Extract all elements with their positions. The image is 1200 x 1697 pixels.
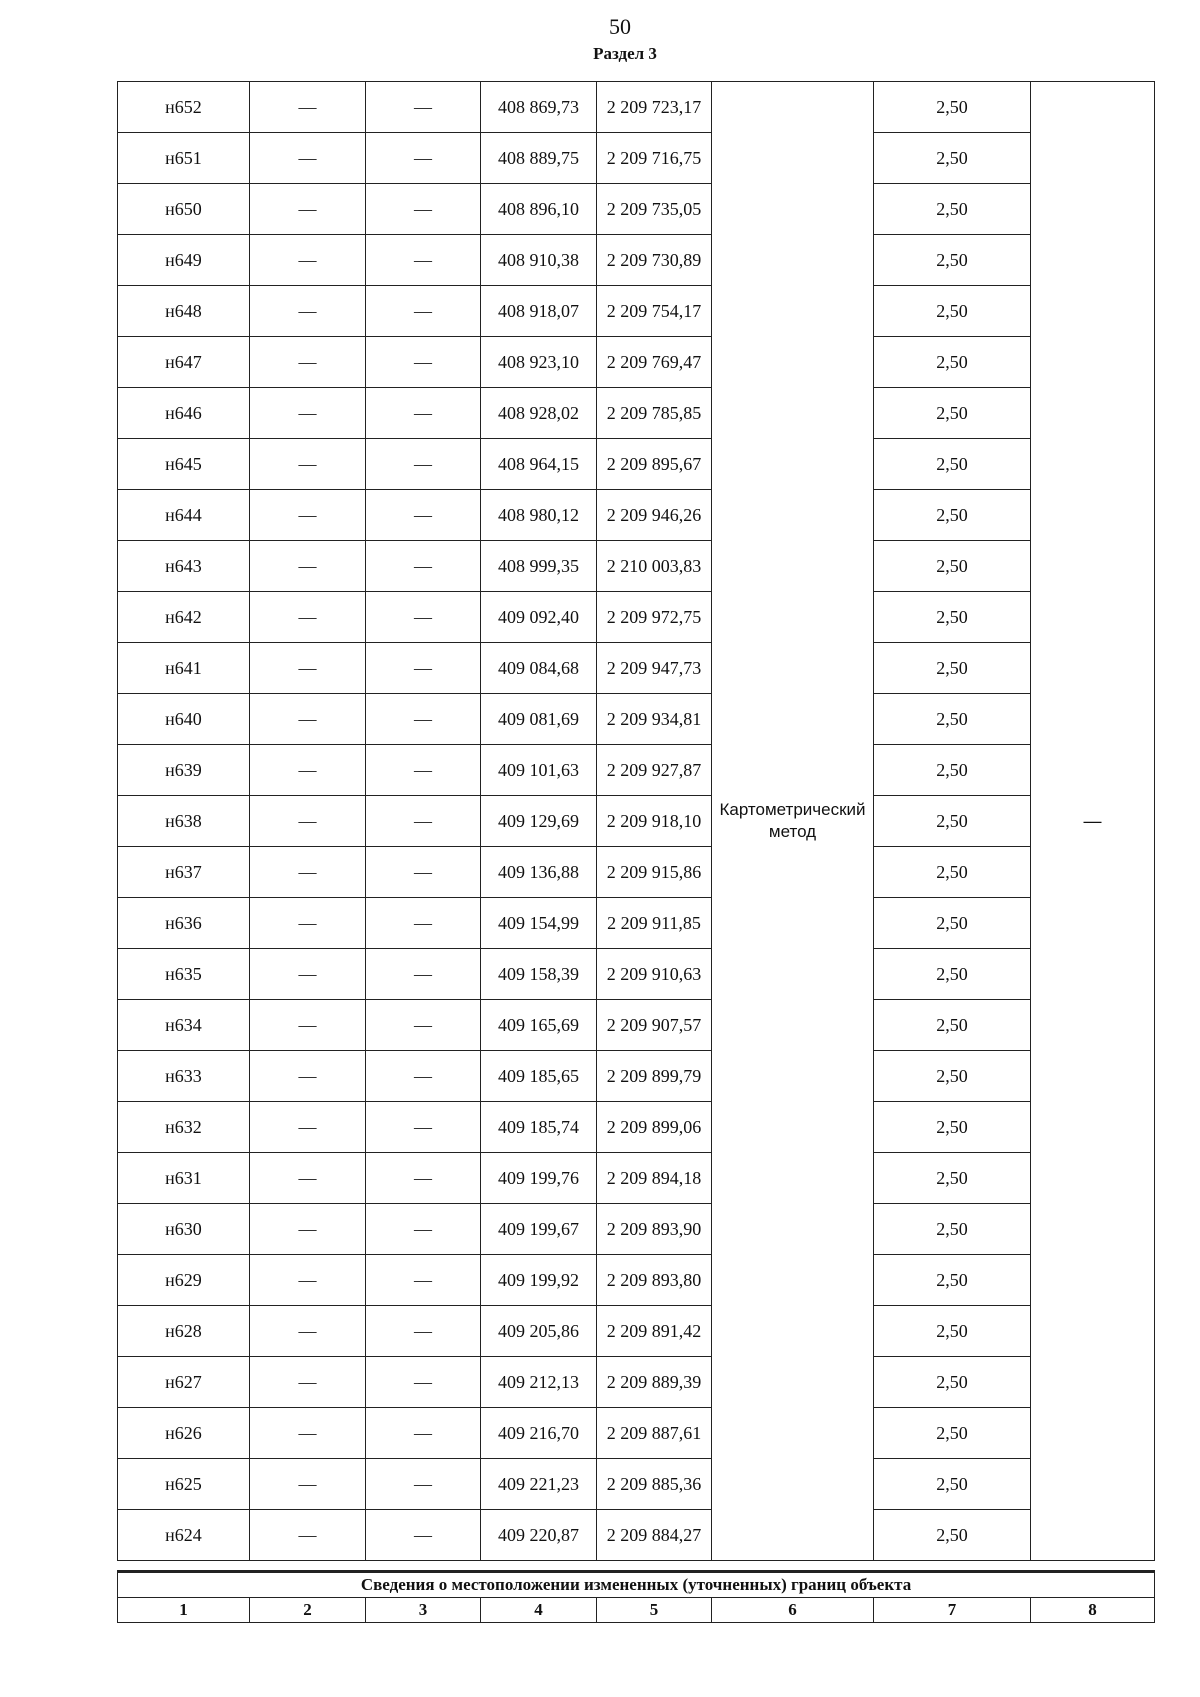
x-coordinate-cell: 408 889,75 bbox=[481, 133, 597, 184]
table-row bbox=[118, 949, 1155, 1000]
table-row bbox=[118, 1459, 1155, 1510]
section-title: Раздел 3 bbox=[593, 44, 657, 63]
accuracy-cell: 2,50 bbox=[874, 1102, 1031, 1153]
column-2-cell: — bbox=[250, 1153, 366, 1204]
point-name-cell: н628 bbox=[118, 1306, 250, 1357]
y-coordinate-cell: 2 209 910,63 bbox=[597, 949, 712, 1000]
y-coordinate-cell: 2 209 899,06 bbox=[597, 1102, 712, 1153]
column-3-cell: — bbox=[366, 184, 481, 235]
column-3-cell: — bbox=[366, 847, 481, 898]
column-3-cell: — bbox=[366, 1000, 481, 1051]
column-number: 6 bbox=[712, 1598, 874, 1623]
table-row bbox=[118, 1153, 1155, 1204]
point-name-cell: н651 bbox=[118, 133, 250, 184]
column-2-cell: — bbox=[250, 592, 366, 643]
footer-caption: Сведения о местоположении измененных (уточненных) границ объекта bbox=[118, 1572, 1155, 1598]
accuracy-cell: 2,50 bbox=[874, 745, 1031, 796]
point-name-cell: н625 bbox=[118, 1459, 250, 1510]
column-3-cell: — bbox=[366, 745, 481, 796]
table-row bbox=[118, 643, 1155, 694]
accuracy-cell: 2,50 bbox=[874, 388, 1031, 439]
column-3-cell: — bbox=[366, 1255, 481, 1306]
table-row bbox=[118, 1255, 1155, 1306]
table-row bbox=[118, 1000, 1155, 1051]
y-coordinate-cell: 2 209 885,36 bbox=[597, 1459, 712, 1510]
column-2-cell: — bbox=[250, 235, 366, 286]
x-coordinate-cell: 408 999,35 bbox=[481, 541, 597, 592]
column-3-cell: — bbox=[366, 337, 481, 388]
point-name-cell: н631 bbox=[118, 1153, 250, 1204]
x-coordinate-cell: 409 101,63 bbox=[481, 745, 597, 796]
table-row bbox=[118, 235, 1155, 286]
point-name-cell: н639 bbox=[118, 745, 250, 796]
x-coordinate-cell: 408 964,15 bbox=[481, 439, 597, 490]
point-name-cell: н626 bbox=[118, 1408, 250, 1459]
x-coordinate-cell: 409 185,74 bbox=[481, 1102, 597, 1153]
column-2-cell: — bbox=[250, 337, 366, 388]
column-3-cell: — bbox=[366, 133, 481, 184]
coordinates-table-body bbox=[118, 82, 1155, 1561]
accuracy-cell: 2,50 bbox=[874, 1357, 1031, 1408]
accuracy-cell: 2,50 bbox=[874, 643, 1031, 694]
x-coordinate-cell: 408 896,10 bbox=[481, 184, 597, 235]
x-coordinate-cell: 409 092,40 bbox=[481, 592, 597, 643]
point-name-cell: н641 bbox=[118, 643, 250, 694]
column-2-cell: — bbox=[250, 1000, 366, 1051]
x-coordinate-cell: 409 220,87 bbox=[481, 1510, 597, 1561]
accuracy-cell: 2,50 bbox=[874, 337, 1031, 388]
x-coordinate-cell: 409 199,92 bbox=[481, 1255, 597, 1306]
column-2-cell: — bbox=[250, 286, 366, 337]
point-name-cell: н629 bbox=[118, 1255, 250, 1306]
point-name-cell: н645 bbox=[118, 439, 250, 490]
accuracy-cell: 2,50 bbox=[874, 235, 1031, 286]
column-3-cell: — bbox=[366, 235, 481, 286]
accuracy-cell: 2,50 bbox=[874, 949, 1031, 1000]
page-number: 50 bbox=[609, 14, 631, 39]
table-row bbox=[118, 337, 1155, 388]
column-number: 7 bbox=[874, 1598, 1031, 1623]
x-coordinate-cell: 408 918,07 bbox=[481, 286, 597, 337]
footer-table bbox=[117, 1570, 1155, 1623]
table-row bbox=[118, 286, 1155, 337]
column-3-cell: — bbox=[366, 388, 481, 439]
table-row bbox=[118, 592, 1155, 643]
table-row bbox=[118, 1306, 1155, 1357]
table-row bbox=[118, 1357, 1155, 1408]
column-2-cell: — bbox=[250, 1408, 366, 1459]
column-2-cell: — bbox=[250, 745, 366, 796]
table-row bbox=[118, 745, 1155, 796]
x-coordinate-cell: 409 221,23 bbox=[481, 1459, 597, 1510]
point-name-cell: н635 bbox=[118, 949, 250, 1000]
point-name-cell: н627 bbox=[118, 1357, 250, 1408]
point-name-cell: н649 bbox=[118, 235, 250, 286]
table-row bbox=[118, 439, 1155, 490]
accuracy-cell: 2,50 bbox=[874, 1051, 1031, 1102]
column-2-cell: — bbox=[250, 643, 366, 694]
column-3-cell: — bbox=[366, 82, 481, 133]
accuracy-cell: 2,50 bbox=[874, 1408, 1031, 1459]
y-coordinate-cell: 2 209 947,73 bbox=[597, 643, 712, 694]
y-coordinate-cell: 2 209 735,05 bbox=[597, 184, 712, 235]
point-name-cell: н647 bbox=[118, 337, 250, 388]
accuracy-cell: 2,50 bbox=[874, 796, 1031, 847]
column-3-cell: — bbox=[366, 1357, 481, 1408]
column-3-cell: — bbox=[366, 1408, 481, 1459]
x-coordinate-cell: 409 199,67 bbox=[481, 1204, 597, 1255]
accuracy-cell: 2,50 bbox=[874, 490, 1031, 541]
point-name-cell: н652 bbox=[118, 82, 250, 133]
y-coordinate-cell: 2 209 946,26 bbox=[597, 490, 712, 541]
accuracy-cell: 2,50 bbox=[874, 898, 1031, 949]
column-3-cell: — bbox=[366, 1204, 481, 1255]
x-coordinate-cell: 409 084,68 bbox=[481, 643, 597, 694]
x-coordinate-cell: 409 165,69 bbox=[481, 1000, 597, 1051]
y-coordinate-cell: 2 209 716,75 bbox=[597, 133, 712, 184]
column-3-cell: — bbox=[366, 541, 481, 592]
column-3-cell: — bbox=[366, 796, 481, 847]
point-name-cell: н624 bbox=[118, 1510, 250, 1561]
table-row bbox=[118, 1510, 1155, 1561]
column-2-cell: — bbox=[250, 847, 366, 898]
method-cell: Картометрический метод bbox=[712, 82, 874, 1561]
point-name-cell: н638 bbox=[118, 796, 250, 847]
x-coordinate-cell: 409 212,13 bbox=[481, 1357, 597, 1408]
accuracy-cell: 2,50 bbox=[874, 82, 1031, 133]
table-row bbox=[118, 847, 1155, 898]
x-coordinate-cell: 409 199,76 bbox=[481, 1153, 597, 1204]
y-coordinate-cell: 2 209 893,80 bbox=[597, 1255, 712, 1306]
table-row bbox=[118, 1408, 1155, 1459]
point-name-cell: н632 bbox=[118, 1102, 250, 1153]
y-coordinate-cell: 2 209 934,81 bbox=[597, 694, 712, 745]
column-3-cell: — bbox=[366, 1102, 481, 1153]
table-row bbox=[118, 184, 1155, 235]
column-2-cell: — bbox=[250, 184, 366, 235]
point-name-cell: н634 bbox=[118, 1000, 250, 1051]
column-3-cell: — bbox=[366, 949, 481, 1000]
column-2-cell: — bbox=[250, 1102, 366, 1153]
column-3-cell: — bbox=[366, 439, 481, 490]
y-coordinate-cell: 2 209 723,17 bbox=[597, 82, 712, 133]
column-number: 3 bbox=[366, 1598, 481, 1623]
column-2-cell: — bbox=[250, 82, 366, 133]
accuracy-cell: 2,50 bbox=[874, 694, 1031, 745]
column-3-cell: — bbox=[366, 1306, 481, 1357]
column-3-cell: — bbox=[366, 643, 481, 694]
y-coordinate-cell: 2 209 899,79 bbox=[597, 1051, 712, 1102]
accuracy-cell: 2,50 bbox=[874, 286, 1031, 337]
column-number: 1 bbox=[118, 1598, 250, 1623]
column-2-cell: — bbox=[250, 1255, 366, 1306]
column-3-cell: — bbox=[366, 286, 481, 337]
point-name-cell: н644 bbox=[118, 490, 250, 541]
accuracy-cell: 2,50 bbox=[874, 439, 1031, 490]
x-coordinate-cell: 409 205,86 bbox=[481, 1306, 597, 1357]
column-number: 8 bbox=[1031, 1598, 1155, 1623]
column-3-cell: — bbox=[366, 592, 481, 643]
accuracy-cell: 2,50 bbox=[874, 1255, 1031, 1306]
x-coordinate-cell: 409 129,69 bbox=[481, 796, 597, 847]
table-row bbox=[118, 1102, 1155, 1153]
point-name-cell: н633 bbox=[118, 1051, 250, 1102]
table-row bbox=[118, 541, 1155, 592]
y-coordinate-cell: 2 210 003,83 bbox=[597, 541, 712, 592]
table-row bbox=[118, 796, 1155, 847]
x-coordinate-cell: 409 154,99 bbox=[481, 898, 597, 949]
accuracy-cell: 2,50 bbox=[874, 1204, 1031, 1255]
accuracy-cell: 2,50 bbox=[874, 1510, 1031, 1561]
accuracy-cell: 2,50 bbox=[874, 592, 1031, 643]
x-coordinate-cell: 409 158,39 bbox=[481, 949, 597, 1000]
y-coordinate-cell: 2 209 894,18 bbox=[597, 1153, 712, 1204]
column-2-cell: — bbox=[250, 541, 366, 592]
x-coordinate-cell: 408 910,38 bbox=[481, 235, 597, 286]
column-number: 2 bbox=[250, 1598, 366, 1623]
y-coordinate-cell: 2 209 915,86 bbox=[597, 847, 712, 898]
point-name-cell: н630 bbox=[118, 1204, 250, 1255]
point-name-cell: н646 bbox=[118, 388, 250, 439]
accuracy-cell: 2,50 bbox=[874, 541, 1031, 592]
y-coordinate-cell: 2 209 889,39 bbox=[597, 1357, 712, 1408]
column-2-cell: — bbox=[250, 133, 366, 184]
column-3-cell: — bbox=[366, 898, 481, 949]
y-coordinate-cell: 2 209 911,85 bbox=[597, 898, 712, 949]
point-name-cell: н636 bbox=[118, 898, 250, 949]
column-2-cell: — bbox=[250, 1357, 366, 1408]
point-name-cell: н648 bbox=[118, 286, 250, 337]
y-coordinate-cell: 2 209 884,27 bbox=[597, 1510, 712, 1561]
y-coordinate-cell: 2 209 891,42 bbox=[597, 1306, 712, 1357]
table-row bbox=[118, 490, 1155, 541]
x-coordinate-cell: 408 928,02 bbox=[481, 388, 597, 439]
accuracy-cell: 2,50 bbox=[874, 1153, 1031, 1204]
x-coordinate-cell: 409 185,65 bbox=[481, 1051, 597, 1102]
point-name-cell: н637 bbox=[118, 847, 250, 898]
accuracy-cell: 2,50 bbox=[874, 1306, 1031, 1357]
y-coordinate-cell: 2 209 972,75 bbox=[597, 592, 712, 643]
column-3-cell: — bbox=[366, 1051, 481, 1102]
table-row bbox=[118, 898, 1155, 949]
point-name-cell: н643 bbox=[118, 541, 250, 592]
accuracy-cell: 2,50 bbox=[874, 184, 1031, 235]
accuracy-cell: 2,50 bbox=[874, 133, 1031, 184]
column-2-cell: — bbox=[250, 1051, 366, 1102]
column-2-cell: — bbox=[250, 490, 366, 541]
column-3-cell: — bbox=[366, 1459, 481, 1510]
column-number: 4 bbox=[481, 1598, 597, 1623]
y-coordinate-cell: 2 209 730,89 bbox=[597, 235, 712, 286]
column-2-cell: — bbox=[250, 898, 366, 949]
y-coordinate-cell: 2 209 893,90 bbox=[597, 1204, 712, 1255]
y-coordinate-cell: 2 209 927,87 bbox=[597, 745, 712, 796]
y-coordinate-cell: 2 209 754,17 bbox=[597, 286, 712, 337]
column-number: 5 bbox=[597, 1598, 712, 1623]
column-2-cell: — bbox=[250, 388, 366, 439]
y-coordinate-cell: 2 209 785,85 bbox=[597, 388, 712, 439]
x-coordinate-cell: 408 923,10 bbox=[481, 337, 597, 388]
x-coordinate-cell: 409 136,88 bbox=[481, 847, 597, 898]
column-3-cell: — bbox=[366, 490, 481, 541]
column-2-cell: — bbox=[250, 1510, 366, 1561]
table-row bbox=[118, 1051, 1155, 1102]
point-name-cell: н640 bbox=[118, 694, 250, 745]
table-row bbox=[118, 1204, 1155, 1255]
column-2-cell: — bbox=[250, 1204, 366, 1255]
table-row bbox=[118, 82, 1155, 133]
table-row bbox=[118, 388, 1155, 439]
point-name-cell: н650 bbox=[118, 184, 250, 235]
column-2-cell: — bbox=[250, 949, 366, 1000]
x-coordinate-cell: 409 216,70 bbox=[481, 1408, 597, 1459]
table-row bbox=[118, 694, 1155, 745]
column-2-cell: — bbox=[250, 1459, 366, 1510]
y-coordinate-cell: 2 209 918,10 bbox=[597, 796, 712, 847]
accuracy-cell: 2,50 bbox=[874, 847, 1031, 898]
coordinates-table bbox=[117, 81, 1155, 1561]
x-coordinate-cell: 409 081,69 bbox=[481, 694, 597, 745]
x-coordinate-cell: 408 869,73 bbox=[481, 82, 597, 133]
column-3-cell: — bbox=[366, 694, 481, 745]
column-2-cell: — bbox=[250, 439, 366, 490]
column-2-cell: — bbox=[250, 694, 366, 745]
y-coordinate-cell: 2 209 769,47 bbox=[597, 337, 712, 388]
y-coordinate-cell: 2 209 887,61 bbox=[597, 1408, 712, 1459]
accuracy-cell: 2,50 bbox=[874, 1459, 1031, 1510]
point-name-cell: н642 bbox=[118, 592, 250, 643]
accuracy-cell: 2,50 bbox=[874, 1000, 1031, 1051]
y-coordinate-cell: 2 209 895,67 bbox=[597, 439, 712, 490]
y-coordinate-cell: 2 209 907,57 bbox=[597, 1000, 712, 1051]
column-3-cell: — bbox=[366, 1510, 481, 1561]
column-3-cell: — bbox=[366, 1153, 481, 1204]
column-8-cell: — bbox=[1031, 82, 1155, 1561]
column-2-cell: — bbox=[250, 1306, 366, 1357]
column-2-cell: — bbox=[250, 796, 366, 847]
x-coordinate-cell: 408 980,12 bbox=[481, 490, 597, 541]
table-row bbox=[118, 133, 1155, 184]
